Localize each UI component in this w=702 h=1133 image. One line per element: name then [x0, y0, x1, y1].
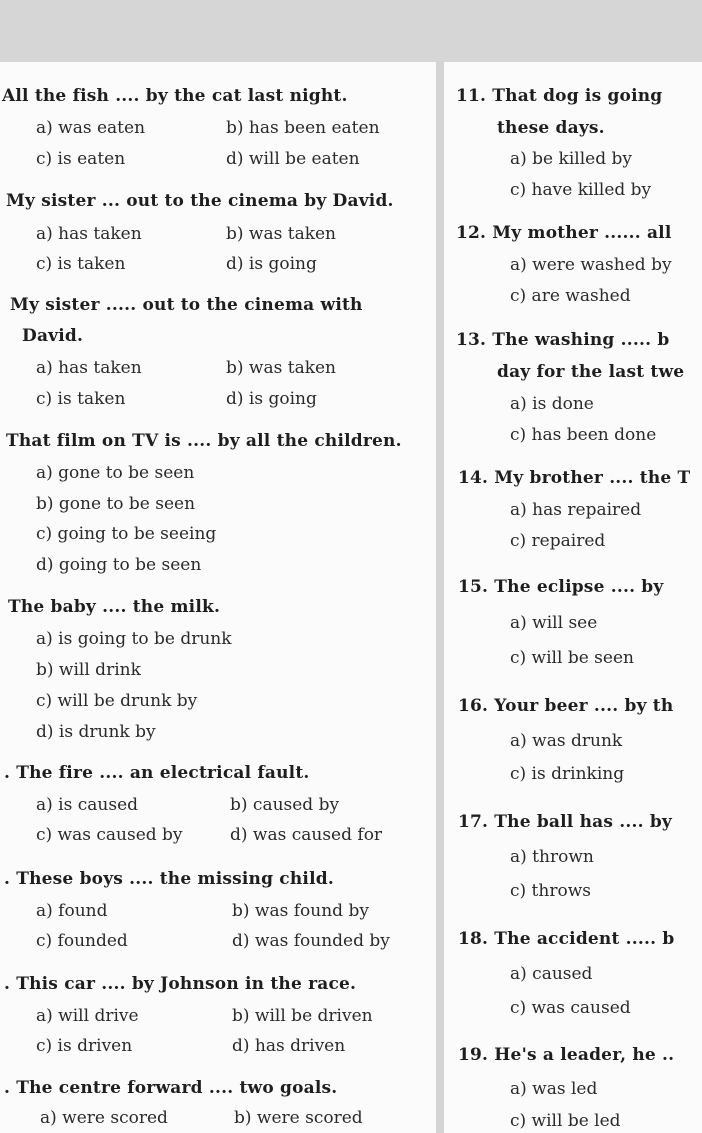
option-c: c) founded — [36, 931, 128, 951]
option-b: b) has been eaten — [226, 118, 380, 138]
option-c: c) is taken — [36, 389, 126, 409]
question-stem: . This car .... by Johnson in the race. — [4, 974, 357, 994]
option-d: d) is drunk by — [36, 722, 156, 742]
option-a: a) has taken — [36, 224, 142, 244]
question-11-stem-line-1: 11. That dog is going — [456, 86, 663, 106]
option-d: d) going to be seen — [36, 555, 202, 575]
option-d: d) was founded by — [232, 931, 390, 951]
option-c: c) have killed by — [510, 180, 652, 200]
option-a: a) were washed by — [510, 255, 672, 275]
option-a: a) has taken — [36, 358, 142, 378]
option-c: c) was caused — [510, 998, 631, 1018]
option-d: d) was caused for — [230, 825, 383, 845]
question-16-stem: 16. Your beer .... by th — [458, 696, 674, 716]
question-19-stem: 19. He's a leader, he .. — [458, 1045, 675, 1065]
option-a: a) gone to be seen — [36, 463, 195, 483]
option-a: a) was eaten — [36, 118, 146, 138]
option-b: b) gone to be seen — [36, 494, 196, 514]
question-13-stem-line-2: day for the last twe — [497, 362, 685, 382]
option-b: b) was taken — [226, 224, 337, 244]
question-stem: All the fish .... by the cat last night. — [2, 86, 348, 106]
option-b: b) was found by — [232, 901, 369, 921]
option-c: c) going to be seeing — [36, 524, 217, 544]
option-b: b) was taken — [226, 358, 337, 378]
option-c: c) was caused by — [36, 825, 183, 845]
option-c: c) will be drunk by — [36, 691, 198, 711]
option-a: a) is caused — [36, 795, 139, 815]
option-a: a) is going to be drunk — [36, 629, 232, 649]
question-15-stem: 15. The eclipse .... by — [458, 577, 664, 597]
option-c: c) has been done — [510, 425, 657, 445]
right-column — [444, 62, 702, 1133]
question-stem-line-1: My sister ..... out to the cinema with — [10, 295, 363, 315]
option-b: b) will drink — [36, 660, 141, 680]
option-c: c) is driven — [36, 1036, 133, 1056]
option-c: c) is drinking — [510, 764, 625, 784]
option-a: a) has repaired — [510, 500, 642, 520]
question-stem: . These boys .... the missing child. — [4, 869, 334, 889]
option-c: c) will be seen — [510, 648, 634, 668]
option-d: d) is going — [226, 389, 317, 409]
question-stem: . The centre forward .... two goals. — [4, 1078, 338, 1098]
option-a: a) will see — [510, 613, 598, 633]
question-stem: . The fire .... an electrical fault. — [4, 763, 310, 783]
question-17-stem: 17. The ball has .... by — [458, 812, 672, 832]
option-a: a) were scored — [40, 1108, 168, 1128]
option-c: c) is taken — [36, 254, 126, 274]
option-d: d) is going — [226, 254, 317, 274]
question-stem: My sister ... out to the cinema by David. — [6, 191, 394, 211]
question-11-stem-line-2: these days. — [497, 118, 605, 138]
option-d: d) will be eaten — [226, 149, 360, 169]
question-12-stem: 12. My mother ...... all — [456, 223, 672, 243]
option-a: a) will drive — [36, 1006, 139, 1026]
option-a: a) thrown — [510, 847, 594, 867]
option-c: c) repaired — [510, 531, 606, 551]
option-b: b) caused by — [230, 795, 340, 815]
option-a: a) is done — [510, 394, 594, 414]
question-18-stem: 18. The accident ..... b — [458, 929, 675, 949]
option-a: a) found — [36, 901, 108, 921]
question-stem-line-2: David. — [22, 326, 84, 346]
option-c: c) throws — [510, 881, 591, 901]
option-b: b) were scored — [234, 1108, 363, 1128]
option-a: a) was led — [510, 1079, 598, 1099]
question-stem: The baby .... the milk. — [8, 597, 221, 617]
question-14-stem: 14. My brother .... the T — [458, 468, 691, 488]
option-d: d) has driven — [232, 1036, 346, 1056]
left-column — [0, 62, 436, 1133]
option-c: c) will be led — [510, 1111, 621, 1131]
option-c: c) are washed — [510, 286, 631, 306]
option-b: b) will be driven — [232, 1006, 373, 1026]
scan-top-margin — [0, 0, 702, 62]
question-13-stem-line-1: 13. The washing ..... b — [456, 330, 670, 350]
option-a: a) caused — [510, 964, 593, 984]
option-a: a) was drunk — [510, 731, 623, 751]
question-stem: That film on TV is .... by all the children. — [6, 431, 402, 451]
option-c: c) is eaten — [36, 149, 126, 169]
option-a: a) be killed by — [510, 149, 632, 169]
